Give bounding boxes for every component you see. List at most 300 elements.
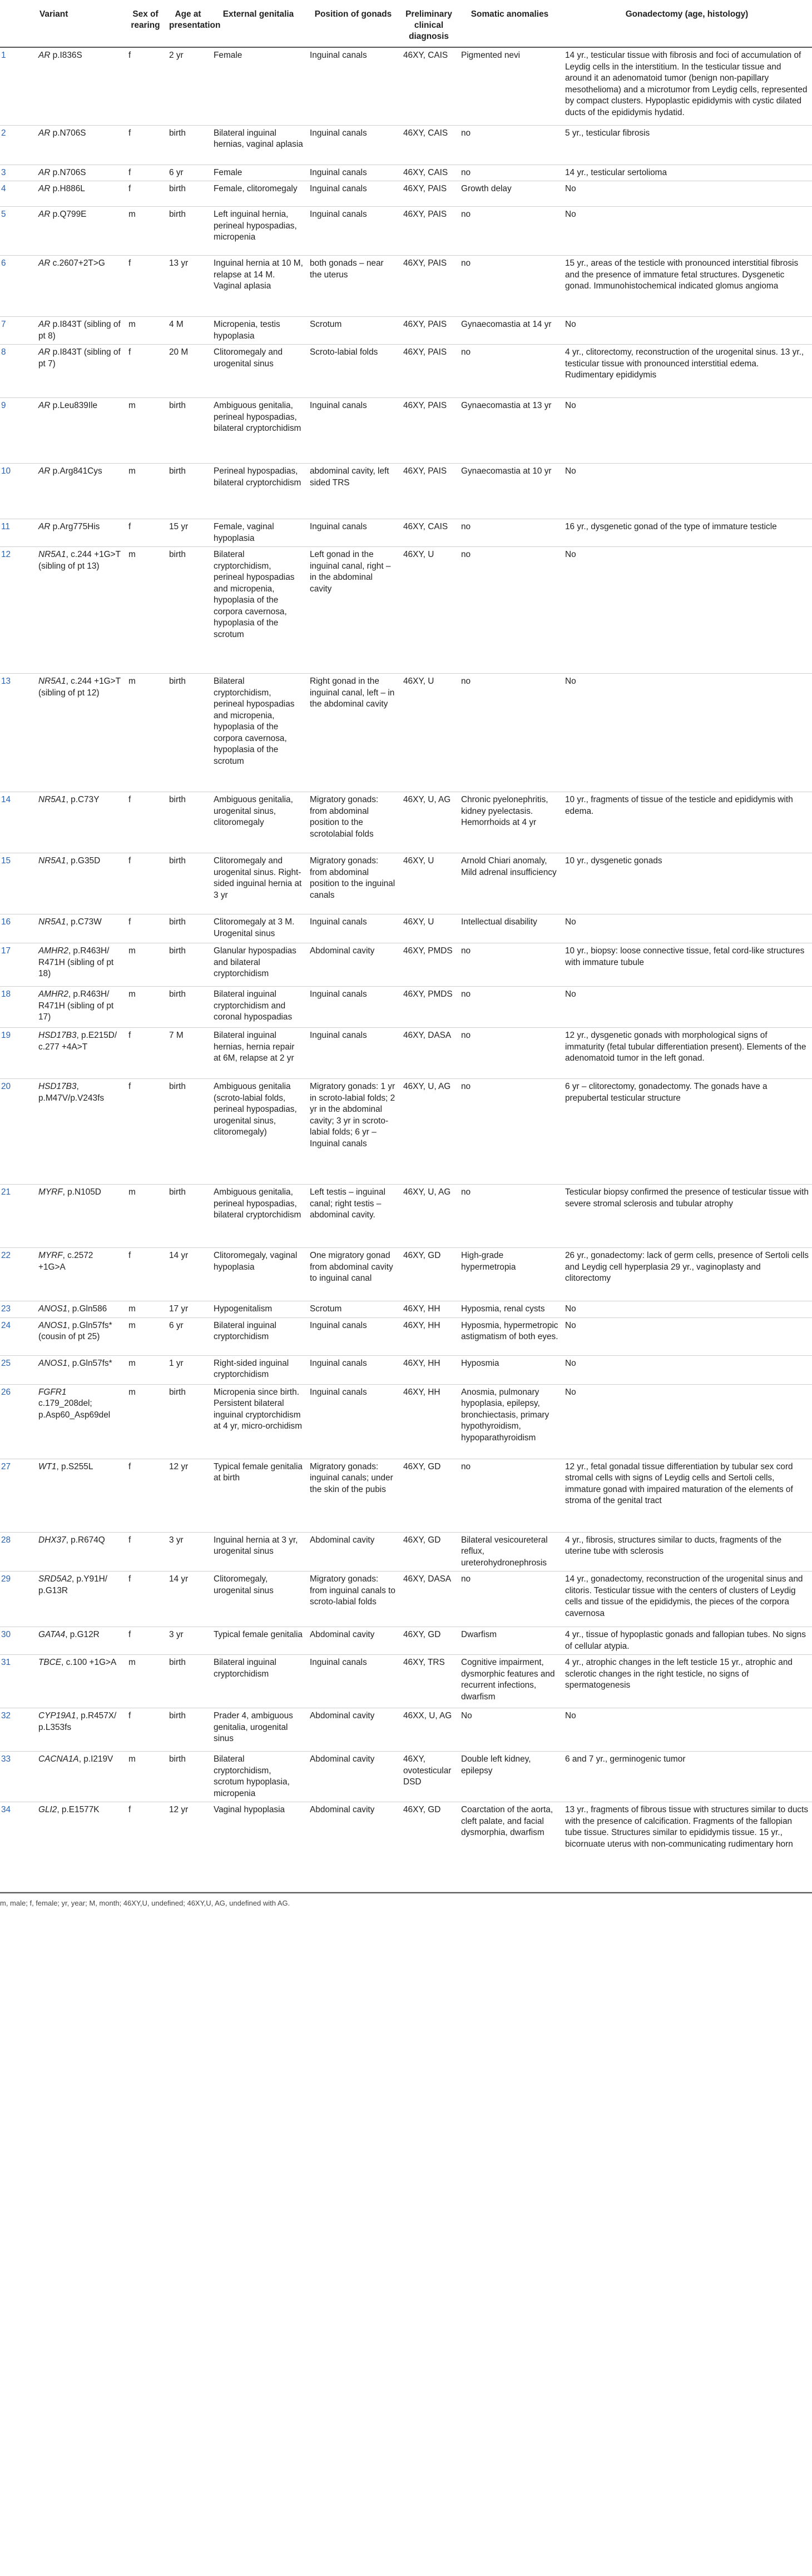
external-genitalia-cell: Clitoromegaly, urogenital sinus: [210, 1572, 306, 1627]
table-row: [0, 256, 812, 317]
variant-text: p.I843T (sibling of pt 7): [38, 347, 121, 369]
row-number: 31: [0, 1655, 36, 1708]
row-number: 8: [0, 345, 36, 398]
variant-cell: [36, 792, 125, 853]
external-genitalia-cell: Inguinal hernia at 10 M, relapse at 14 M. Vaginal aplasia: [210, 256, 306, 317]
diagnosis-cell: 46XY, U: [400, 547, 458, 674]
variant-cell: [36, 943, 125, 987]
gonadectomy-cell: 12 yr., dysgenetic gonads with morphological signs of immaturity (fetal tubular differentiation present). Elements of the adenomatoid tumor in the left gonad.: [562, 1028, 812, 1079]
age-cell: birth: [166, 547, 210, 674]
row-number: 14: [0, 792, 36, 853]
external-genitalia-cell: Bilateral inguinal cryptorchidism: [210, 1655, 306, 1708]
variant-text: c.2607+2T>G: [50, 258, 105, 268]
gonadectomy-cell: No: [562, 1384, 812, 1459]
table-row: [0, 853, 812, 914]
gonadectomy-cell: No: [562, 181, 812, 207]
variant-cell: [36, 181, 125, 207]
variant-cell: [36, 1708, 125, 1752]
gonad-position-cell: Abdominal cavity: [306, 943, 400, 987]
somatic-anomalies-cell: no: [458, 674, 562, 792]
gonadectomy-cell: No: [562, 1317, 812, 1355]
age-cell: 14 yr: [166, 1248, 210, 1301]
diagnosis-cell: 46XY, PMDS: [400, 987, 458, 1028]
age-cell: 4 M: [166, 317, 210, 345]
age-cell: birth: [166, 464, 210, 519]
table-row: [0, 345, 812, 398]
gonad-position-cell: Inguinal canals: [306, 519, 400, 547]
gonad-position-cell: Scroto-labial folds: [306, 345, 400, 398]
diagnosis-cell: 46XY, PAIS: [400, 207, 458, 256]
somatic-anomalies-cell: Arnold Chiari anomaly, Mild adrenal insufficiency: [458, 853, 562, 914]
sex-cell: m: [125, 1185, 166, 1248]
somatic-anomalies-cell: no: [458, 1459, 562, 1532]
table-body: [0, 47, 812, 1892]
sex-cell: m: [125, 943, 166, 987]
variant-text: , c.244 +1G>T (sibling of pt 12): [38, 677, 121, 698]
header-cell-variant: Variant: [36, 8, 125, 47]
row-number: 32: [0, 1708, 36, 1752]
row-number: 29: [0, 1572, 36, 1627]
table-row: [0, 1459, 812, 1532]
gonadectomy-cell: No: [562, 1355, 812, 1384]
gonadectomy-cell: 26 yr., gonadectomy: lack of germ cells, presence of Sertoli cells and Leydig cell hyperplasia 29 yr., vaginoplasty and clitorectomy: [562, 1248, 812, 1301]
table-row: [0, 1248, 812, 1301]
somatic-anomalies-cell: no: [458, 987, 562, 1028]
diagnosis-cell: 46XY, PAIS: [400, 317, 458, 345]
row-number: 15: [0, 853, 36, 914]
variant-cell: [36, 853, 125, 914]
external-genitalia-cell: Perineal hypospadias, bilateral cryptorchidism: [210, 464, 306, 519]
variant-cell: [36, 987, 125, 1028]
gonadectomy-cell: 6 yr – clitorectomy, gonadectomy. The gonads have a prepubertal testicular structure: [562, 1079, 812, 1185]
external-genitalia-cell: Bilateral cryptorchidism, scrotum hypoplasia, micropenia: [210, 1752, 306, 1802]
gonad-position-cell: Scrotum: [306, 317, 400, 345]
gene-name: HSD17B3: [38, 1031, 77, 1040]
variant-text: , p.R457X/ p.L353fs: [38, 1711, 117, 1732]
table-row: [0, 47, 812, 125]
table-row: [0, 317, 812, 345]
variant-text: , p.M47V/p.V243fs: [38, 1082, 105, 1103]
table-row: [0, 547, 812, 674]
diagnosis-cell: 46XY, PAIS: [400, 345, 458, 398]
gene-name: NR5A1: [38, 795, 66, 804]
table-row: [0, 914, 812, 943]
gene-name: NR5A1: [38, 917, 66, 927]
gonad-position-cell: Inguinal canals: [306, 125, 400, 165]
table-row: [0, 1708, 812, 1752]
gene-name: CYP19A1: [38, 1711, 76, 1720]
somatic-anomalies-cell: Growth delay: [458, 181, 562, 207]
table-row: [0, 519, 812, 547]
sex-cell: f: [125, 345, 166, 398]
gonadectomy-cell: No: [562, 398, 812, 464]
external-genitalia-cell: Prader 4, ambiguous genitalia, urogenital sinus: [210, 1708, 306, 1752]
row-number: 7: [0, 317, 36, 345]
age-cell: birth: [166, 1384, 210, 1459]
gonadectomy-cell: No: [562, 464, 812, 519]
row-number: 26: [0, 1384, 36, 1459]
variant-text: p.Q799E: [50, 210, 87, 219]
variant-text: , p.R463H/ R471H (sibling of pt 17): [38, 989, 114, 1022]
external-genitalia-cell: Bilateral cryptorchidism, perineal hypospadias and micropenia, hypoplasia of the corpora cavernosa, hypoplasia of the scrotum: [210, 674, 306, 792]
diagnosis-cell: 46XY, PAIS: [400, 256, 458, 317]
age-cell: 14 yr: [166, 1572, 210, 1627]
gonadectomy-cell: 16 yr., dysgenetic gonad of the type of immature testicle: [562, 519, 812, 547]
gonad-position-cell: Inguinal canals: [306, 1317, 400, 1355]
diagnosis-cell: 46XY, PAIS: [400, 181, 458, 207]
sex-cell: m: [125, 987, 166, 1028]
gonad-position-cell: Inguinal canals: [306, 207, 400, 256]
gonadectomy-cell: 10 yr., dysgenetic gonads: [562, 853, 812, 914]
row-number: 4: [0, 181, 36, 207]
diagnosis-cell: 46XY, GD: [400, 1459, 458, 1532]
age-cell: 1 yr: [166, 1355, 210, 1384]
external-genitalia-cell: Inguinal hernia at 3 yr, urogenital sinus: [210, 1532, 306, 1572]
gene-name: SRD5A2: [38, 1574, 72, 1584]
sex-cell: f: [125, 853, 166, 914]
gonadectomy-cell: Testicular biopsy confirmed the presence of testicular tissue with severe stromal sclerosis and tubular atrophy: [562, 1185, 812, 1248]
external-genitalia-cell: Bilateral inguinal hernias, hernia repair at 6M, relapse at 2 yr: [210, 1028, 306, 1079]
gonad-position-cell: Inguinal canals: [306, 1028, 400, 1079]
table-row: [0, 165, 812, 181]
diagnosis-cell: 46XY, GD: [400, 1248, 458, 1301]
gene-name: AR: [38, 128, 51, 138]
row-number: 30: [0, 1627, 36, 1655]
external-genitalia-cell: Female: [210, 165, 306, 181]
gene-name: AMHR2: [38, 989, 68, 999]
gonad-position-cell: both gonads – near the uterus: [306, 256, 400, 317]
somatic-anomalies-cell: High-grade hypermetropia: [458, 1248, 562, 1301]
sex-cell: f: [125, 1708, 166, 1752]
somatic-anomalies-cell: Hyposmia: [458, 1355, 562, 1384]
sex-cell: f: [125, 1028, 166, 1079]
table-row: [0, 1532, 812, 1572]
age-cell: birth: [166, 1185, 210, 1248]
variant-text: , p.G12R: [65, 1630, 100, 1639]
variant-text: p.I843T (sibling of pt 8): [38, 320, 121, 341]
somatic-anomalies-cell: no: [458, 165, 562, 181]
external-genitalia-cell: Clitoromegaly, vaginal hypoplasia: [210, 1248, 306, 1301]
diagnosis-cell: 46XY, GD: [400, 1802, 458, 1892]
gene-name: ANOS1: [38, 1304, 68, 1314]
somatic-anomalies-cell: Pigmented nevi: [458, 47, 562, 125]
diagnosis-cell: 46XY, HH: [400, 1301, 458, 1318]
row-number: 28: [0, 1532, 36, 1572]
sex-cell: f: [125, 47, 166, 125]
external-genitalia-cell: Bilateral inguinal cryptorchidism: [210, 1317, 306, 1355]
external-genitalia-cell: Typical female genitalia: [210, 1627, 306, 1655]
diagnosis-cell: 46XY, HH: [400, 1384, 458, 1459]
header-cell-somatic: Somatic anomalies: [458, 8, 562, 47]
header-cell-age: Age at presentation: [166, 8, 210, 47]
variant-cell: [36, 914, 125, 943]
row-number: 2: [0, 125, 36, 165]
variant-text: , p.E215D/ c.277 +4A>T: [38, 1031, 117, 1052]
gonadectomy-cell: 10 yr., fragments of tissue of the testicle and epididymis with edema.: [562, 792, 812, 853]
table-row: [0, 987, 812, 1028]
table-row: [0, 1802, 812, 1892]
somatic-anomalies-cell: no: [458, 547, 562, 674]
variant-text: p.Leu839Ile: [50, 401, 98, 410]
variant-text: p.Arg775His: [50, 522, 100, 531]
variant-cell: [36, 47, 125, 125]
age-cell: 6 yr: [166, 1317, 210, 1355]
age-cell: birth: [166, 1752, 210, 1802]
header-cell-sex: Sex of rearing: [125, 8, 166, 47]
variant-text: , p.Gln57fs* (cousin of pt 25): [38, 1320, 112, 1341]
external-genitalia-cell: Female, clitoromegaly: [210, 181, 306, 207]
variant-cell: [36, 674, 125, 792]
gene-name: AR: [38, 401, 51, 410]
somatic-anomalies-cell: Hyposmia, renal cysts: [458, 1301, 562, 1318]
age-cell: birth: [166, 125, 210, 165]
external-genitalia-cell: Bilateral inguinal hernias, vaginal aplasia: [210, 125, 306, 165]
variant-text: , p.S255L: [56, 1461, 93, 1471]
gonad-position-cell: Scrotum: [306, 1301, 400, 1318]
somatic-anomalies-cell: Gynaecomastia at 14 yr: [458, 317, 562, 345]
somatic-anomalies-cell: no: [458, 345, 562, 398]
age-cell: birth: [166, 1708, 210, 1752]
somatic-anomalies-cell: Bilateral vesicoureteral reflux, ureterohydronephrosis: [458, 1532, 562, 1572]
sex-cell: m: [125, 1317, 166, 1355]
somatic-anomalies-cell: no: [458, 207, 562, 256]
table-row: [0, 1028, 812, 1079]
table-row: [0, 1079, 812, 1185]
gonadectomy-cell: 4 yr., atrophic changes in the left testicle 15 yr., atrophic and sclerotic changes in the right testicle, no signs of spermatogenesis: [562, 1655, 812, 1708]
diagnosis-cell: 46XY, U, AG: [400, 792, 458, 853]
somatic-anomalies-cell: Intellectual disability: [458, 914, 562, 943]
age-cell: 3 yr: [166, 1532, 210, 1572]
row-number: 9: [0, 398, 36, 464]
sex-cell: f: [125, 1802, 166, 1892]
sex-cell: f: [125, 792, 166, 853]
diagnosis-cell: 46XY, GD: [400, 1627, 458, 1655]
variant-cell: [36, 398, 125, 464]
variant-cell: [36, 1185, 125, 1248]
variant-cell: [36, 317, 125, 345]
row-number: 16: [0, 914, 36, 943]
gonad-position-cell: Left gonad in the inguinal canal, right – in the abdominal cavity: [306, 547, 400, 674]
table-row: [0, 1355, 812, 1384]
external-genitalia-cell: Clitoromegaly and urogenital sinus. Right-sided inguinal hernia at 3 yr: [210, 853, 306, 914]
variant-cell: [36, 125, 125, 165]
external-genitalia-cell: Female, vaginal hypoplasia: [210, 519, 306, 547]
variant-cell: [36, 1355, 125, 1384]
gonad-position-cell: Inguinal canals: [306, 914, 400, 943]
diagnosis-cell: 46XY, GD: [400, 1532, 458, 1572]
variant-text: , p.N105D: [62, 1187, 101, 1197]
age-cell: 20 M: [166, 345, 210, 398]
table-row: [0, 674, 812, 792]
external-genitalia-cell: Micropenia, testis hypoplasia: [210, 317, 306, 345]
table-row: [0, 1655, 812, 1708]
gene-name: GATA4: [38, 1630, 66, 1639]
row-number: 27: [0, 1459, 36, 1532]
variant-text: p.I836S: [50, 51, 82, 60]
row-number: 10: [0, 464, 36, 519]
table-row: [0, 1384, 812, 1459]
diagnosis-cell: 46XY, HH: [400, 1317, 458, 1355]
diagnosis-cell: 46XY, TRS: [400, 1655, 458, 1708]
gene-name: AR: [38, 258, 51, 268]
gonad-position-cell: Abdominal cavity: [306, 1752, 400, 1802]
diagnosis-cell: 46XY, U: [400, 853, 458, 914]
age-cell: birth: [166, 207, 210, 256]
diagnosis-cell: 46XY, DASA: [400, 1572, 458, 1627]
age-cell: 6 yr: [166, 165, 210, 181]
age-cell: 17 yr: [166, 1301, 210, 1318]
external-genitalia-cell: Hypogenitalism: [210, 1301, 306, 1318]
variant-cell: [36, 1532, 125, 1572]
gonad-position-cell: Abdominal cavity: [306, 1532, 400, 1572]
gene-name: GLI2: [38, 1805, 57, 1814]
somatic-anomalies-cell: Cognitive impairment, dysmorphic features and recurrent infections, dwarfism: [458, 1655, 562, 1708]
row-number: 24: [0, 1317, 36, 1355]
somatic-anomalies-cell: Gynaecomastia at 10 yr: [458, 464, 562, 519]
gonad-position-cell: Abdominal cavity: [306, 1627, 400, 1655]
diagnosis-cell: 46XY, U: [400, 914, 458, 943]
variant-text: p.Arg841Cys: [50, 466, 102, 476]
external-genitalia-cell: Ambiguous genitalia, perineal hypospadias, bilateral cryptorchidism: [210, 1185, 306, 1248]
gonadectomy-cell: No: [562, 317, 812, 345]
gene-name: TBCE: [38, 1658, 62, 1667]
variant-cell: [36, 1301, 125, 1318]
gene-name: ANOS1: [38, 1358, 68, 1368]
variant-cell: [36, 1572, 125, 1627]
sex-cell: m: [125, 317, 166, 345]
age-cell: 12 yr: [166, 1802, 210, 1892]
diagnosis-cell: 46XY, ovotesticular DSD: [400, 1752, 458, 1802]
row-number: 6: [0, 256, 36, 317]
sex-cell: f: [125, 165, 166, 181]
table-row: [0, 1301, 812, 1318]
gene-name: ANOS1: [38, 1320, 68, 1330]
gene-name: CACNA1A: [38, 1754, 79, 1764]
age-cell: birth: [166, 853, 210, 914]
gonad-position-cell: Migratory gonads: from abdominal position to the inguinal canals: [306, 853, 400, 914]
table-row: [0, 1627, 812, 1655]
diagnosis-cell: 46XY, U, AG: [400, 1079, 458, 1185]
variant-text: , p.R674Q: [66, 1535, 105, 1545]
somatic-anomalies-cell: Coarctation of the aorta, cleft palate, and facial dysmorphia, dwarfism: [458, 1802, 562, 1892]
variant-cell: [36, 1079, 125, 1185]
gonadectomy-cell: 10 yr., biopsy: loose connective tissue, fetal cord-like structures with immature tubule: [562, 943, 812, 987]
gene-name: NR5A1: [38, 550, 66, 559]
age-cell: birth: [166, 987, 210, 1028]
variant-cell: [36, 1752, 125, 1802]
table-row: [0, 792, 812, 853]
variant-text: , c.100 +1G>A: [61, 1658, 117, 1667]
header-cell-num: [0, 8, 36, 47]
gene-name: AR: [38, 320, 51, 329]
gonad-position-cell: Migratory gonads: 1 yr in scroto-labial folds; 2 yr in the abdominal cavity; 3 yr in scroto-labial folds; 6 yr – Inguinal canals: [306, 1079, 400, 1185]
age-cell: 3 yr: [166, 1627, 210, 1655]
variant-cell: [36, 256, 125, 317]
sex-cell: f: [125, 914, 166, 943]
gene-name: NR5A1: [38, 856, 66, 866]
variant-cell: [36, 464, 125, 519]
age-cell: 7 M: [166, 1028, 210, 1079]
gonad-position-cell: Abdominal cavity: [306, 1802, 400, 1892]
gonadectomy-cell: No: [562, 674, 812, 792]
external-genitalia-cell: Bilateral inguinal cryptorchidism and coronal hypospadias: [210, 987, 306, 1028]
gene-name: NR5A1: [38, 677, 66, 686]
gene-name: AR: [38, 51, 51, 60]
diagnosis-cell: 46XY, CAIS: [400, 165, 458, 181]
gonadectomy-cell: No: [562, 914, 812, 943]
row-number: 23: [0, 1301, 36, 1318]
variant-text: , p.I219V: [78, 1754, 113, 1764]
header-cell-gonadectomy: Gonadectomy (age, histology): [562, 8, 812, 47]
somatic-anomalies-cell: Chronic pyelonephritis, kidney pyelectasis. Hemorrhoids at 4 yr: [458, 792, 562, 853]
row-number: 18: [0, 987, 36, 1028]
row-number: 11: [0, 519, 36, 547]
variant-cell: [36, 165, 125, 181]
age-cell: birth: [166, 674, 210, 792]
variant-cell: [36, 547, 125, 674]
variant-text: , p.Gln57fs*: [67, 1358, 112, 1368]
gonad-position-cell: Inguinal canals: [306, 181, 400, 207]
variant-cell: [36, 1802, 125, 1892]
gonadectomy-cell: No: [562, 987, 812, 1028]
gene-name: HSD17B3: [38, 1082, 77, 1091]
variant-cell: [36, 345, 125, 398]
gonad-position-cell: Migratory gonads: inguinal canals; under the skin of the pubis: [306, 1459, 400, 1532]
variant-cell: [36, 1317, 125, 1355]
row-number: 5: [0, 207, 36, 256]
diagnosis-cell: 46XY, PAIS: [400, 398, 458, 464]
gonad-position-cell: Migratory gonads: from inguinal canals to scroto-labial folds: [306, 1572, 400, 1627]
gonadectomy-cell: 12 yr., fetal gonadal tissue differentiation by tubular sex cord stromal cells with signs of Leydig cells and Sertoli cells, immature gonad with impaired maturation of the elements of stroma of the genital tract: [562, 1459, 812, 1532]
table-row: [0, 398, 812, 464]
table-row: [0, 1185, 812, 1248]
diagnosis-cell: 46XY, U: [400, 674, 458, 792]
diagnosis-cell: 46XY, CAIS: [400, 519, 458, 547]
gonad-position-cell: One migratory gonad from abdominal cavity to inguinal canal: [306, 1248, 400, 1301]
somatic-anomalies-cell: Anosmia, pulmonary hypoplasia, epilepsy, bronchiectasis, primary hypothyroidism, hypoparathyroidism: [458, 1384, 562, 1459]
variant-text: , c.244 +1G>T (sibling of pt 13): [38, 550, 121, 571]
diagnosis-cell: 46XY, PAIS: [400, 464, 458, 519]
variant-text: , p.R463H/ R471H (sibling of pt 18): [38, 946, 114, 978]
variant-text: p.H886L: [50, 184, 85, 193]
table-row: [0, 125, 812, 165]
gene-name: AR: [38, 347, 51, 357]
variant-text: p.N706S: [50, 167, 86, 177]
gonadectomy-cell: 14 yr., testicular sertolioma: [562, 165, 812, 181]
gonadectomy-cell: 15 yr., areas of the testicle with pronounced interstitial fibrosis and the presence of immature fetal structures. Dysgenetic gonad. Immunohistochemical indicated glomus angioma: [562, 256, 812, 317]
diagnosis-cell: 46XY, DASA: [400, 1028, 458, 1079]
table-row: [0, 207, 812, 256]
variant-text: , c.2572 +1G>A: [38, 1251, 93, 1272]
variant-cell: [36, 1248, 125, 1301]
external-genitalia-cell: Clitoromegaly and urogenital sinus: [210, 345, 306, 398]
gonadectomy-cell: 6 and 7 yr., germinogenic tumor: [562, 1752, 812, 1802]
sex-cell: m: [125, 547, 166, 674]
row-number: 33: [0, 1752, 36, 1802]
gene-name: AR: [38, 184, 51, 193]
gonadectomy-cell: No: [562, 1301, 812, 1318]
sex-cell: m: [125, 1752, 166, 1802]
diagnosis-cell: 46XY, HH: [400, 1355, 458, 1384]
sex-cell: m: [125, 1384, 166, 1459]
gene-name: FGFR1: [38, 1387, 67, 1397]
gene-name: MYRF: [38, 1187, 63, 1197]
somatic-anomalies-cell: no: [458, 519, 562, 547]
row-number: 21: [0, 1185, 36, 1248]
variant-cell: [36, 1627, 125, 1655]
external-genitalia-cell: Vaginal hypoplasia: [210, 1802, 306, 1892]
somatic-anomalies-cell: No: [458, 1708, 562, 1752]
